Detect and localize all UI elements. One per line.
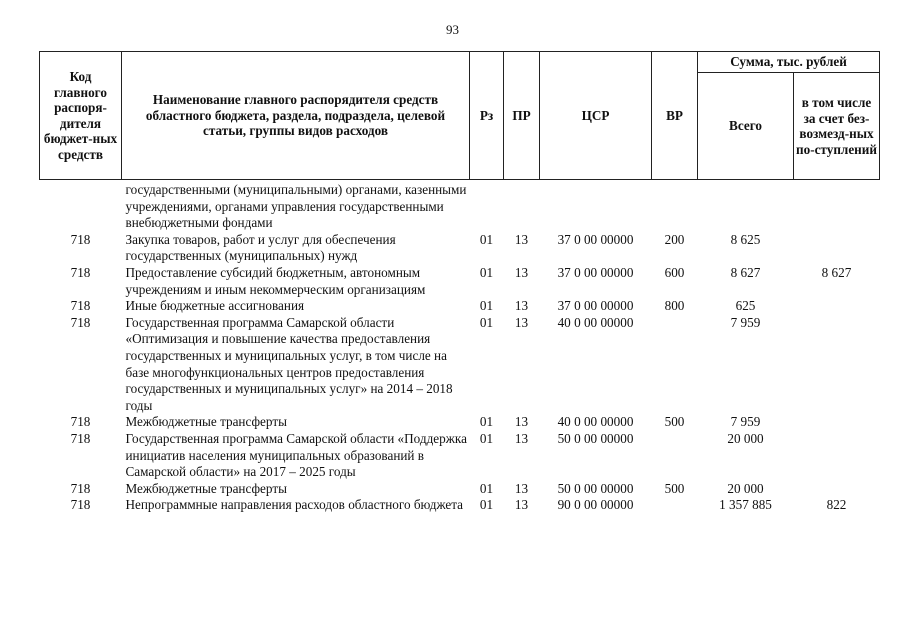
cell-rz: 01 [479, 314, 494, 330]
cell-total: 20 000 [727, 480, 764, 496]
cell-total: 7 959 [730, 314, 761, 330]
header-total: Всего [698, 73, 794, 180]
cell-extra [794, 232, 880, 265]
cell-csr: 90 0 00 00000 [557, 497, 634, 513]
cell-total: 1 357 885 [719, 497, 772, 513]
table-header [40, 52, 880, 180]
table-row [40, 431, 880, 481]
cell-code [40, 180, 122, 232]
cell-code: 718 [70, 314, 91, 330]
table-row [40, 481, 880, 498]
header-code: Код главного распоря-дителя бюджет-ных средств [40, 52, 122, 180]
header-vr: ВР [652, 52, 698, 180]
cell-rz: 01 [479, 480, 494, 496]
cell-code: 718 [70, 414, 91, 430]
cell-rz: 01 [479, 264, 494, 280]
cell-extra [794, 414, 880, 431]
cell-csr: 37 0 00 00000 [557, 298, 634, 314]
cell-csr: 37 0 00 00000 [557, 264, 634, 280]
cell-csr: 40 0 00 00000 [557, 314, 634, 330]
cell-vr [652, 497, 698, 514]
table-row [40, 497, 880, 514]
cell-vr: 600 [664, 264, 685, 280]
cell-csr [540, 180, 652, 232]
cell-vr [652, 315, 698, 415]
cell-total: 7 959 [730, 414, 761, 430]
cell-pr [504, 180, 540, 232]
cell-code: 718 [70, 480, 91, 496]
cell-pr: 13 [514, 414, 529, 430]
cell-total: 20 000 [727, 430, 764, 446]
table-row [40, 414, 880, 431]
header-sum: Сумма, тыс. рублей [698, 52, 880, 73]
cell-rz: 01 [479, 298, 494, 314]
table-body [40, 180, 880, 514]
cell-name: Иные бюджетные ассигнования [125, 298, 305, 314]
cell-name: Государственная программа Самарской области «Оптимизация и повышение качества предоставления государственных и муниципальных услуг, в том числе на базе многофункциональных центров предоставления государственных и муниципальных услуг» на 2014 – 2018 годы [125, 314, 453, 413]
cell-rz: 01 [479, 497, 494, 513]
page-number: 93 [446, 22, 459, 37]
cell-pr: 13 [514, 430, 529, 446]
cell-total: 625 [735, 298, 756, 314]
cell-pr: 13 [514, 497, 529, 513]
cell-name: Межбюджетные трансферты [125, 414, 287, 430]
cell-total: 8 627 [730, 264, 761, 280]
cell-extra [794, 431, 880, 481]
cell-extra: 8 627 [821, 264, 852, 280]
cell-total: 8 625 [730, 231, 761, 247]
cell-vr: 200 [664, 231, 685, 247]
cell-code: 718 [70, 430, 91, 446]
table-row [40, 232, 880, 265]
cell-name: Непрограммные направления расходов областного бюджета [125, 497, 464, 513]
cell-vr: 800 [664, 298, 685, 314]
cell-vr [652, 180, 698, 232]
cell-vr: 500 [664, 414, 685, 430]
header-name: Наименование главного распорядителя средств областного бюджета, раздела, подраздела, целевой статьи, группы видов расходов [122, 52, 470, 180]
table-row [40, 180, 880, 232]
cell-name: Закупка товаров, работ и услуг для обеспечения государственных (муниципальных) нужд [125, 231, 396, 264]
cell-pr: 13 [514, 264, 529, 280]
cell-rz: 01 [479, 430, 494, 446]
header-rz: Рз [470, 52, 504, 180]
cell-rz [470, 180, 504, 232]
cell-code: 718 [70, 497, 91, 513]
table-row [40, 265, 880, 298]
cell-name: Предоставление субсидий бюджетным, автономным учреждениям и иным некоммерческим организациям [125, 264, 426, 297]
header-including: в том числе за счет без-возмезд-ных по-ступлений [794, 73, 880, 180]
cell-csr: 40 0 00 00000 [557, 414, 634, 430]
cell-code: 718 [70, 231, 91, 247]
cell-extra: 822 [826, 497, 847, 513]
cell-rz: 01 [479, 414, 494, 430]
table-row [40, 315, 880, 415]
cell-rz: 01 [479, 231, 494, 247]
header-pr: ПР [504, 52, 540, 180]
cell-pr: 13 [514, 314, 529, 330]
cell-vr [652, 431, 698, 481]
cell-name: Государственная программа Самарской области «Поддержка инициатив населения муниципальных образований в Самарской области» на 2017 – 2025 годы [125, 430, 467, 480]
cell-code: 718 [70, 264, 91, 280]
cell-total [698, 180, 794, 232]
cell-pr: 13 [514, 231, 529, 247]
cell-extra [794, 298, 880, 315]
cell-vr: 500 [664, 480, 685, 496]
cell-extra [794, 315, 880, 415]
cell-code: 718 [70, 298, 91, 314]
cell-extra [794, 180, 880, 232]
header-csr: ЦСР [540, 52, 652, 180]
cell-name: Межбюджетные трансферты [125, 480, 287, 496]
cell-csr: 50 0 00 00000 [557, 430, 634, 446]
cell-name: государственными (муниципальными) органами, казенными учреждениями, органами управления государственными внебюджетными фондами [125, 182, 467, 231]
table-row [40, 298, 880, 315]
cell-extra [794, 481, 880, 498]
budget-table [39, 51, 880, 514]
cell-csr: 50 0 00 00000 [557, 480, 634, 496]
cell-pr: 13 [514, 298, 529, 314]
cell-csr: 37 0 00 00000 [557, 231, 634, 247]
cell-pr: 13 [514, 480, 529, 496]
